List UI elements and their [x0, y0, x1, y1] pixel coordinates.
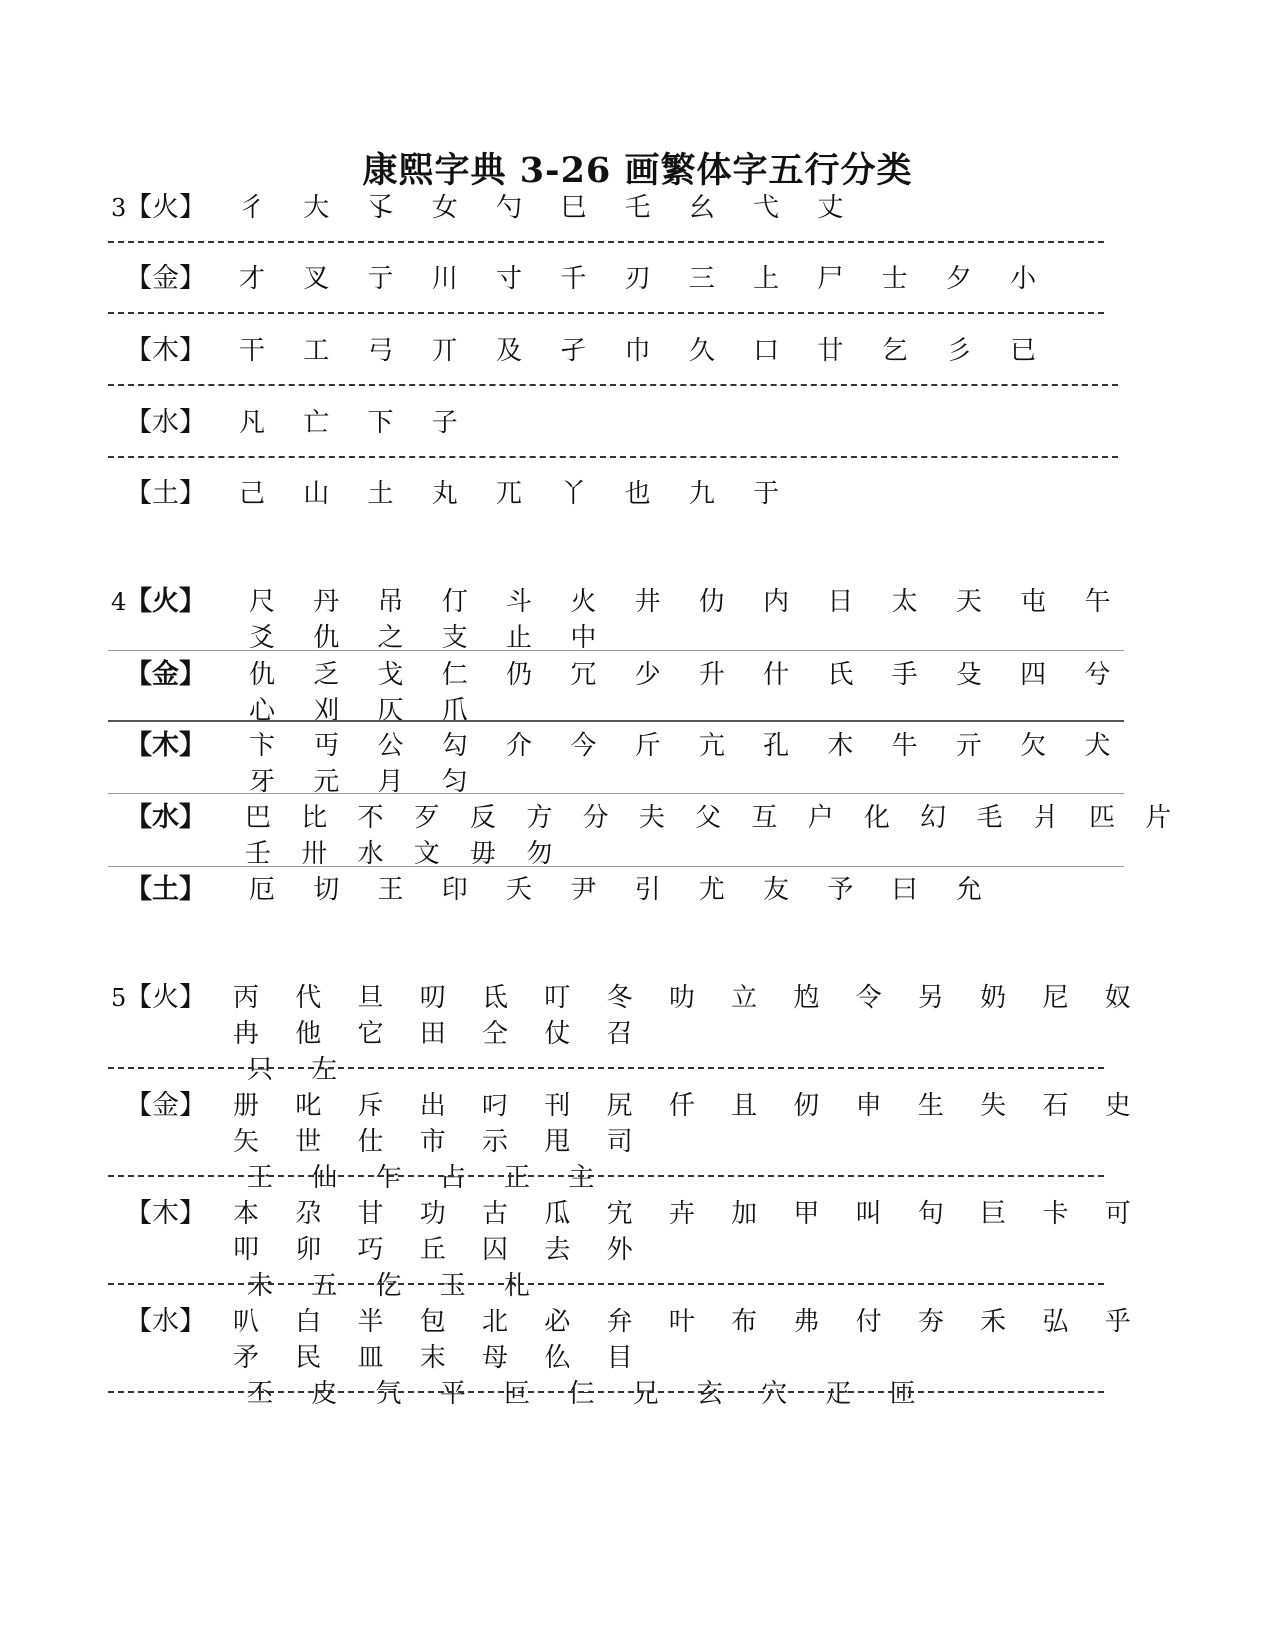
divider — [108, 456, 1118, 458]
divider — [108, 1067, 1104, 1069]
element-label: 【木】 — [125, 1198, 206, 1229]
stroke-count: 4 — [111, 588, 127, 616]
divider — [108, 1391, 1104, 1393]
row-3-fire — [111, 186, 1171, 230]
char-line-2: 王 仙 乍 占 正 主 — [247, 1163, 610, 1193]
char-line-1: 本 尕 甘 功 古 瓜 宄 卉 加 甲 叫 句 巨 卡 可 叩 卯 巧 丘 囚 去 外 — [233, 1199, 1145, 1265]
element-label: 【火】 — [125, 982, 206, 1013]
divider — [108, 866, 1124, 867]
element-label: 【火】 — [125, 586, 206, 617]
element-label: 【水】 — [125, 407, 206, 438]
row-4-wood — [111, 724, 1171, 797]
row-4-earth — [111, 868, 1171, 912]
stroke-count: 5 — [111, 984, 127, 1012]
row-5-fire — [111, 976, 1171, 1085]
char-list: 彳 大 孓 女 勺 巳 乇 幺 弋 丈 — [239, 193, 859, 223]
char-list — [233, 1084, 1151, 1196]
char-list — [233, 1300, 1151, 1412]
row-5-water — [111, 1300, 1171, 1409]
divider — [108, 384, 1118, 386]
divider — [108, 720, 1124, 722]
char-list: 己 山 土 丸 兀 丫 也 九 于 — [239, 479, 795, 509]
element-label: 【木】 — [125, 335, 206, 366]
row-3-earth — [111, 472, 1171, 516]
char-line-2: 只 左 — [247, 1055, 353, 1085]
divider — [108, 650, 1124, 651]
char-line-1: 丙 代 旦 叨 氐 叮 冬 叻 立 尥 令 另 奶 尼 奴 冉 他 它 田 仝 仗 召 — [233, 983, 1145, 1049]
row-4-metal — [111, 653, 1171, 726]
row-4-water — [111, 796, 1183, 869]
element-label: 【土】 — [125, 874, 206, 905]
char-list: 卞 丏 公 勾 介 今 斤 亢 孔 木 牛 亓 欠 犬 牙 元 月 匀 — [249, 731, 1126, 797]
row-5-metal — [111, 1084, 1171, 1193]
element-label: 【水】 — [125, 802, 206, 833]
row-3-metal — [111, 257, 1171, 301]
char-list: 厄 切 王 印 夭 尹 引 尤 友 予 曰 允 — [249, 875, 997, 905]
element-label: 【金】 — [125, 659, 206, 690]
stroke-count: 3 — [111, 194, 127, 222]
char-list: 凡 亡 下 子 — [239, 408, 473, 438]
element-label: 【土】 — [125, 478, 206, 509]
char-list: 干 工 弓 丌 及 孑 巾 久 口 廿 乞 彡 已 — [239, 336, 1052, 366]
divider — [108, 1175, 1104, 1177]
row-3-wood — [111, 329, 1171, 373]
char-list: 仇 乏 戈 仁 仍 冗 少 升 什 氏 手 殳 四 兮 心 刈 仄 爪 — [249, 660, 1126, 726]
char-list: 巴 比 不 歹 反 方 分 夫 父 互 户 化 幻 毛 爿 匹 片 壬 卅 水 文 毋 勿 — [245, 803, 1183, 869]
row-5-wood — [111, 1192, 1171, 1301]
row-3-water — [111, 401, 1171, 445]
page-title: 康熙字典 3-26 画繁体字五行分类 — [362, 150, 913, 191]
char-list: 尺 丹 吊 仃 斗 火 井 仂 内 日 太 天 屯 午 爻 仇 之 支 止 中 — [249, 587, 1126, 653]
element-label: 【火】 — [125, 192, 206, 223]
divider — [108, 312, 1104, 314]
element-label: 【木】 — [125, 730, 206, 761]
char-list — [233, 1192, 1151, 1304]
element-label: 【金】 — [125, 1090, 206, 1121]
element-label: 【金】 — [125, 263, 206, 294]
divider — [108, 241, 1104, 243]
divider — [108, 1283, 1104, 1285]
char-line-2: 丕 皮 氕 平 叵 仨 兄 玄 穴 疋 匝 — [247, 1379, 931, 1409]
divider — [108, 793, 1124, 794]
char-line-2: 未 五 仡 玉 札 — [247, 1271, 546, 1301]
char-list — [233, 976, 1151, 1088]
row-4-fire — [111, 580, 1171, 653]
char-line-1: 册 叱 斥 出 叼 刊 尻 仟 且 仞 申 生 失 石 史 矢 世 仕 市 示 甩 司 — [233, 1091, 1145, 1157]
char-line-1: 叭 白 半 包 北 必 弁 叶 布 弗 付 夯 禾 弘 乎 矛 民 皿 末 母 仫 目 — [233, 1307, 1145, 1373]
element-label: 【水】 — [125, 1306, 206, 1337]
char-list: 才 叉 亍 川 寸 千 刃 三 上 尸 士 夕 小 — [239, 264, 1052, 294]
